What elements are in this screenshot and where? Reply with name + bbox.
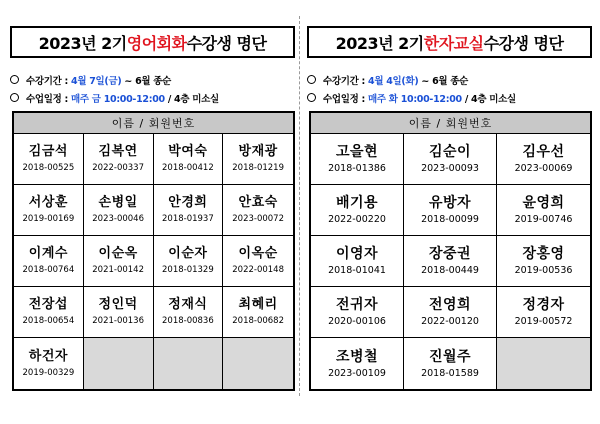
member-cell bbox=[84, 236, 154, 287]
member-name: 전영희 bbox=[428, 297, 472, 313]
period-label: 수강기간 : bbox=[26, 76, 72, 87]
member-cell bbox=[311, 338, 404, 389]
member-name: 최혜리 bbox=[238, 297, 278, 312]
member-cell bbox=[223, 236, 293, 287]
roster-title bbox=[307, 26, 592, 58]
member-cell bbox=[404, 287, 497, 338]
member-id: 2018-00412 bbox=[162, 163, 214, 173]
member-cell bbox=[154, 134, 224, 185]
member-name: 정인덕 bbox=[98, 297, 138, 312]
member-id: 2022-00148 bbox=[232, 265, 284, 275]
member-id: 2019-00572 bbox=[514, 316, 573, 327]
member-cell bbox=[497, 287, 590, 338]
member-id: 2023-00093 bbox=[421, 163, 479, 174]
member-id: 2023-00072 bbox=[232, 214, 284, 224]
member-id: 2018-00764 bbox=[22, 265, 75, 275]
member-cell bbox=[84, 185, 154, 236]
member-cell bbox=[154, 185, 224, 236]
member-name: 안경희 bbox=[168, 195, 208, 210]
schedule-time: 매주 금 10:00-12:00 bbox=[71, 94, 165, 105]
member-id: 2023-00069 bbox=[514, 163, 573, 174]
member-id: 2022-00220 bbox=[328, 214, 386, 225]
member-id: 2018-00449 bbox=[421, 265, 479, 276]
member-name: 조병철 bbox=[335, 348, 379, 365]
member-id: 2022-00337 bbox=[92, 163, 144, 173]
member-name: 손병일 bbox=[98, 195, 138, 210]
member-name: 장중권 bbox=[428, 246, 472, 262]
class-name: 영어회화 bbox=[126, 33, 187, 53]
member-id: 2018-00099 bbox=[421, 214, 479, 225]
bullet-circle-icon bbox=[307, 93, 316, 102]
member-id: 2018-01386 bbox=[328, 163, 386, 174]
member-id: 2018-00525 bbox=[22, 163, 75, 173]
schedule-room: / 4층 미소실 bbox=[464, 94, 516, 105]
member-id: 2018-01329 bbox=[162, 265, 214, 275]
course-period bbox=[10, 73, 171, 87]
member-name: 이계수 bbox=[28, 246, 68, 261]
member-cell bbox=[223, 134, 293, 185]
member-name: 이순옥 bbox=[98, 246, 138, 261]
member-id: 2020-00106 bbox=[328, 316, 386, 327]
member-id: 2019-00746 bbox=[514, 214, 573, 225]
course-period bbox=[307, 73, 468, 87]
table-header: 이름 / 회원번호 bbox=[311, 113, 590, 134]
member-cell bbox=[311, 185, 404, 236]
member-cell bbox=[404, 338, 497, 389]
schedule-label: 수업일정 : bbox=[323, 94, 369, 105]
table-header: 이름 / 회원번호 bbox=[14, 113, 293, 134]
member-name: 방재광 bbox=[238, 144, 278, 159]
member-cell bbox=[404, 236, 497, 287]
member-name: 정재식 bbox=[168, 297, 208, 312]
member-name: 이옥순 bbox=[238, 246, 278, 261]
member-id: 2018-01041 bbox=[328, 265, 386, 276]
member-name: 고을현 bbox=[335, 144, 379, 160]
empty-cell bbox=[84, 338, 154, 389]
title-text: 수강생 명단 bbox=[483, 33, 564, 53]
member-cell bbox=[14, 134, 84, 185]
bullet-circle-icon bbox=[10, 75, 19, 84]
member-name: 하건자 bbox=[28, 348, 68, 364]
member-name: 이영자 bbox=[335, 246, 379, 262]
member-name: 김금석 bbox=[28, 144, 68, 159]
empty-cell bbox=[497, 338, 590, 389]
schedule-room: / 4층 미소실 bbox=[167, 94, 219, 105]
class-name: 한자교실 bbox=[423, 33, 484, 53]
member-id: 2021-00136 bbox=[92, 316, 144, 326]
member-name: 유방자 bbox=[428, 195, 472, 211]
member-id: 2018-00836 bbox=[162, 316, 214, 326]
member-cell bbox=[404, 134, 497, 185]
member-cell bbox=[154, 287, 224, 338]
member-id: 2023-00046 bbox=[92, 214, 144, 224]
member-id: 2023-00109 bbox=[328, 367, 386, 379]
member-cell bbox=[404, 185, 497, 236]
member-name: 이순자 bbox=[168, 246, 208, 261]
member-cell bbox=[14, 338, 84, 389]
period-start: 4월 4일(화) bbox=[368, 76, 419, 87]
member-cell bbox=[14, 236, 84, 287]
member-name: 김순이 bbox=[428, 144, 472, 160]
bullet-circle-icon bbox=[10, 93, 19, 102]
member-name: 윤영희 bbox=[522, 195, 565, 211]
member-cell bbox=[497, 236, 590, 287]
schedule-time: 매주 화 10:00-12:00 bbox=[368, 94, 462, 105]
member-name: 정경자 bbox=[522, 297, 565, 313]
title-text: 수강생 명단 bbox=[186, 33, 267, 53]
member-cell bbox=[154, 236, 224, 287]
member-id: 2018-00654 bbox=[22, 316, 75, 326]
member-name: 배기용 bbox=[335, 195, 379, 211]
period-label: 수강기간 : bbox=[323, 76, 369, 87]
member-id: 2018-00682 bbox=[232, 316, 284, 326]
member-name: 김복연 bbox=[98, 144, 138, 159]
cut-line bbox=[299, 16, 300, 396]
member-table bbox=[12, 111, 295, 391]
member-cell bbox=[497, 185, 590, 236]
roster-title bbox=[10, 26, 295, 58]
member-name: 장홍영 bbox=[522, 246, 565, 262]
member-cell bbox=[84, 287, 154, 338]
schedule-label: 수업일정 : bbox=[26, 94, 72, 105]
member-grid bbox=[311, 134, 590, 389]
member-grid bbox=[14, 134, 293, 389]
member-id: 2021-00142 bbox=[92, 265, 144, 275]
member-id: 2019-00536 bbox=[514, 265, 573, 276]
member-cell bbox=[311, 236, 404, 287]
class-schedule bbox=[10, 91, 219, 105]
member-name: 전귀자 bbox=[335, 297, 379, 313]
member-name: 안효숙 bbox=[238, 195, 278, 210]
period-end: ~ 6월 종순 bbox=[421, 76, 469, 87]
title-text: 2023년 2기 bbox=[335, 33, 424, 53]
member-cell bbox=[84, 134, 154, 185]
member-cell bbox=[223, 185, 293, 236]
period-start: 4월 7일(금) bbox=[71, 76, 122, 87]
member-cell bbox=[14, 287, 84, 338]
bullet-circle-icon bbox=[307, 75, 316, 84]
member-cell bbox=[14, 185, 84, 236]
member-name: 진월주 bbox=[428, 348, 472, 365]
member-cell bbox=[223, 287, 293, 338]
member-cell bbox=[497, 134, 590, 185]
member-id: 2018-01937 bbox=[162, 214, 214, 224]
member-id: 2022-00120 bbox=[421, 316, 479, 327]
member-id: 2019-00329 bbox=[22, 367, 75, 378]
empty-cell bbox=[223, 338, 293, 389]
hanja-roster-sheet bbox=[303, 0, 596, 424]
english-roster-sheet bbox=[6, 0, 299, 424]
member-table bbox=[309, 111, 592, 391]
member-cell bbox=[311, 287, 404, 338]
member-name: 서상훈 bbox=[28, 195, 68, 210]
member-id: 2018-01589 bbox=[421, 367, 479, 379]
period-end: ~ 6월 종순 bbox=[124, 76, 172, 87]
title-text: 2023년 2기 bbox=[38, 33, 127, 53]
member-cell bbox=[311, 134, 404, 185]
class-schedule bbox=[307, 91, 516, 105]
member-name: 김우선 bbox=[522, 144, 565, 160]
member-name: 전장섭 bbox=[28, 297, 68, 312]
member-id: 2018-01219 bbox=[232, 163, 284, 173]
empty-cell bbox=[154, 338, 224, 389]
member-name: 박여숙 bbox=[168, 144, 208, 159]
member-id: 2019-00169 bbox=[22, 214, 75, 224]
